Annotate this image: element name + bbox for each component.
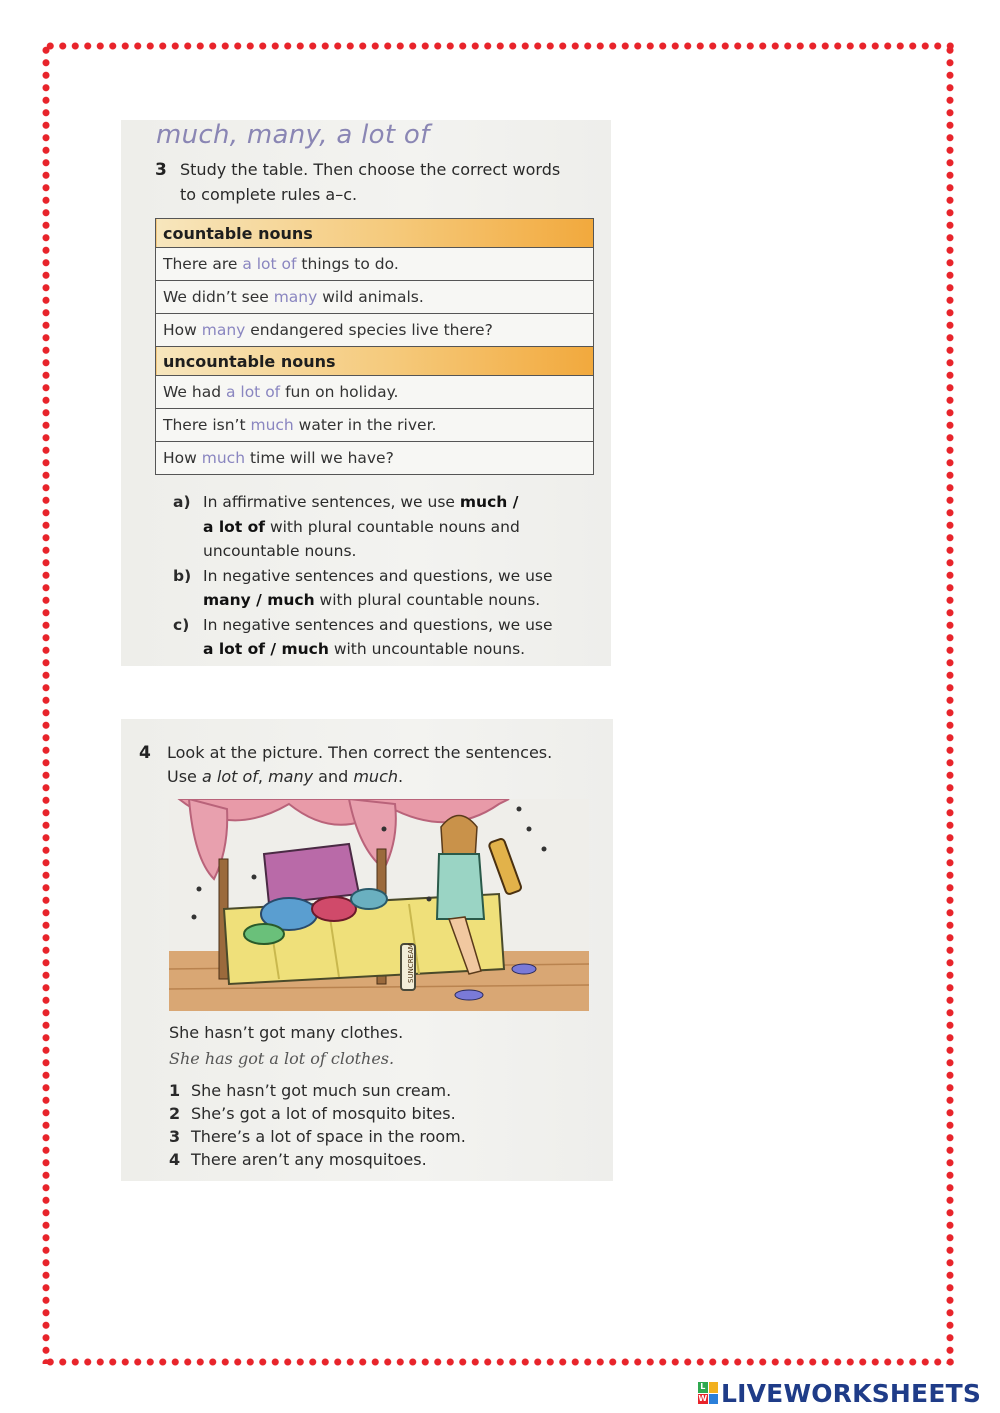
highlight-word: many xyxy=(201,321,246,339)
highlight-word: much xyxy=(250,416,294,434)
exercise-4-instruction-line2: Use a lot of, many and much. xyxy=(167,767,404,786)
rules-list xyxy=(173,490,593,662)
liveworksheets-logo[interactable] xyxy=(698,1378,981,1408)
bottle-label: SUNCREAM xyxy=(407,943,415,983)
exercise-3-instruction-line1: Study the table. Then choose the correct words xyxy=(180,160,561,179)
dotted-border-top xyxy=(44,40,956,52)
exercise-4-instruction-line1: Look at the picture. Then correct the sentences. xyxy=(167,743,553,762)
rule-b: b) In negative sentences and questions, we use many / much with plural countable nouns. xyxy=(173,566,553,609)
suitcase xyxy=(264,844,359,904)
girl-body xyxy=(437,854,484,919)
list-item: 2 She’s got a lot of mosquito bites. xyxy=(169,1104,456,1123)
dotted-border-left xyxy=(40,44,52,1364)
cartoon-illustration xyxy=(169,799,589,1011)
dotted-border-bottom xyxy=(44,1356,956,1368)
table-row: There isn’t much water in the river. xyxy=(156,409,594,442)
example-answer: She has got a lot of clothes. xyxy=(169,1049,395,1068)
liveworksheets-logo-mark-icon: L W xyxy=(698,1382,718,1404)
exercise-3-instruction-line2: to complete rules a–c. xyxy=(180,185,358,204)
uncountable-nouns-header: uncountable nouns xyxy=(156,347,594,376)
table-row: How many endangered species live there? xyxy=(156,314,594,347)
logo-text: LIVEWORKSHEETS xyxy=(721,1378,982,1408)
countable-nouns-header: countable nouns xyxy=(156,219,594,248)
sentence-list xyxy=(169,1079,466,1171)
picture-exercise-panel xyxy=(121,719,613,1181)
exercise-4-number: 4 xyxy=(139,743,151,763)
section-title: much, many, a lot of xyxy=(156,120,430,150)
table-row: We had a lot of fun on holiday. xyxy=(156,376,594,409)
list-item: 1 She hasn’t got much sun cream. xyxy=(169,1081,452,1100)
table-row: How much time will we have? xyxy=(156,442,594,475)
exercise-3-number: 3 xyxy=(155,160,167,180)
rule-c: c) In negative sentences and questions, we use a lot of / much with uncountable nouns. xyxy=(173,615,553,658)
table-row: We didn’t see many wild animals. xyxy=(156,281,594,314)
example-sentence: She hasn’t got many clothes. xyxy=(169,1023,404,1042)
highlight-word: much xyxy=(201,449,246,467)
dotted-border-right xyxy=(944,44,956,1364)
highlight-word: a lot of xyxy=(225,383,281,401)
grammar-table xyxy=(155,218,594,475)
highlight-word: a lot of xyxy=(242,255,297,273)
table-row: There are a lot of things to do. xyxy=(156,248,594,281)
list-item: 3 There’s a lot of space in the room. xyxy=(169,1127,466,1146)
list-item: 4 There aren’t any mosquitoes. xyxy=(169,1150,427,1169)
highlight-word: many xyxy=(273,288,318,306)
grammar-panel xyxy=(121,120,611,666)
rule-a: a) In affirmative sentences, we use much / a lot of with plural countable nouns and uncountable nouns. xyxy=(173,493,520,560)
